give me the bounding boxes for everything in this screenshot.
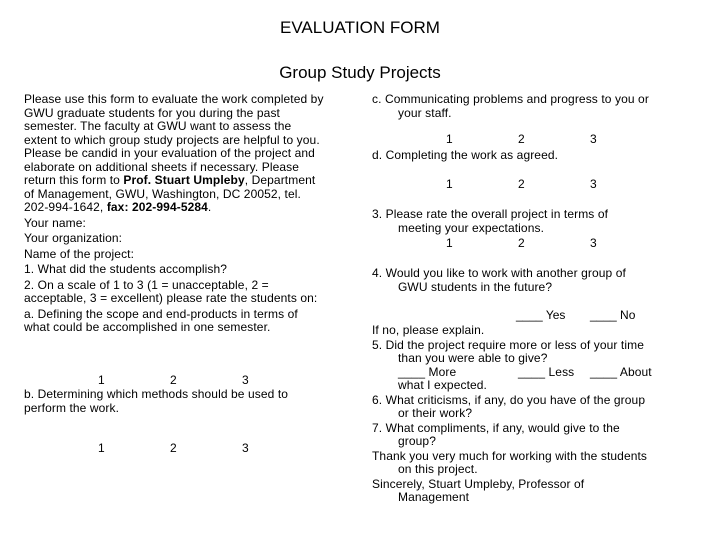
left-column	[24, 93, 354, 335]
question-2b-line: b. Determining which methods should be used to	[24, 387, 289, 401]
question-2b	[24, 388, 354, 415]
question-7-line: group?	[398, 434, 436, 448]
scale-a-2: 2	[170, 373, 177, 387]
intro-line: GWU graduate students for you during the past	[24, 105, 280, 120]
question-4-line: GWU students in the future?	[398, 279, 553, 294]
fax-end: .	[207, 200, 212, 214]
question-2d	[372, 149, 712, 163]
intro-line: semester. The faculty at GWU want to assess the	[24, 119, 292, 133]
question-5-line: than you were able to give?	[398, 351, 548, 365]
scale-a-1: 1	[98, 373, 105, 387]
q5-less-option: ____ Less	[518, 364, 575, 379]
question-6-line: or their work?	[398, 406, 473, 420]
scale-d-3: 3	[590, 177, 597, 191]
form-title: EVALUATION FORM	[280, 18, 440, 37]
intro-line: Please be candid in your evaluation of the project and	[24, 146, 315, 160]
question-5-line: 5. Did the project require more or less of your time	[372, 337, 644, 352]
if-no-explain: If no, please explain.	[372, 323, 485, 337]
question-2d-line: d. Completing the work as agreed.	[372, 148, 559, 162]
right-lower-block	[372, 324, 712, 505]
question-2c-line: your staff.	[398, 105, 452, 120]
scale-b-3: 3	[242, 441, 249, 455]
q4-yes-option: ____ Yes	[516, 308, 566, 322]
your-name-label: Your name:	[24, 215, 86, 230]
address-line	[24, 201, 354, 215]
scale-c-2: 2	[518, 132, 525, 146]
question-2-line: acceptable, 3 = excellent) please rate the students on:	[24, 291, 318, 305]
q5-tail: what I expected.	[398, 378, 487, 392]
thanks-line: on this project.	[398, 462, 478, 476]
signature-line: Sincerely, Stuart Umpleby, Professor of	[372, 476, 585, 491]
scale-a-3: 3	[242, 373, 249, 387]
question-3-line: 3. Please rate the overall project in terms of	[372, 207, 609, 221]
question-2b-line: perform the work.	[24, 400, 120, 415]
scale-b-1: 1	[98, 441, 105, 455]
question-6-line: 6. What criticisms, if any, do you have of the group	[372, 392, 646, 407]
return-name: Prof. Stuart Umpleby	[123, 173, 245, 187]
return-prefix: return this form to	[24, 173, 124, 187]
return-line	[24, 174, 354, 188]
fax-number: fax: 202-994-5284	[106, 200, 208, 214]
intro-line: Please use this form to evaluate the work completed by	[24, 92, 324, 106]
scale-3-1: 1	[446, 236, 453, 250]
scale-3-3: 3	[590, 236, 597, 250]
thanks-line: Thank you very much for working with the students	[372, 448, 648, 463]
scale-c-3: 3	[590, 132, 597, 146]
intro-line: elaborate on additional sheets if necessary. Please	[24, 159, 300, 174]
question-7-line: 7. What compliments, if any, would give to the	[372, 420, 620, 435]
question-3-line: meeting your expectations.	[398, 220, 545, 235]
question-4	[372, 267, 712, 294]
question-1: 1. What did the students accomplish?	[24, 262, 228, 276]
scale-d-1: 1	[446, 177, 453, 191]
q5-options	[372, 366, 712, 380]
address-line: of Management, GWU, Washington, DC 20052, tel.	[24, 186, 301, 201]
question-2a-line: a. Defining the scope and end-products in terms of	[24, 306, 298, 321]
form-subtitle: Group Study Projects	[279, 63, 441, 82]
return-rest: , Department	[244, 173, 316, 187]
phone-text: 202-994-1642,	[24, 200, 107, 214]
q4-no-option: ____ No	[590, 308, 636, 322]
scale-3-2: 2	[518, 236, 525, 250]
q5-about-option: ____ About	[590, 364, 652, 379]
question-4-line: 4. Would you like to work with another group of	[372, 266, 626, 280]
question-2a-line: what could be accomplished in one semester.	[24, 320, 271, 334]
signature-line: Management	[398, 490, 470, 504]
question-2c	[372, 93, 712, 120]
question-2c-line: c. Communicating problems and progress to you or	[372, 92, 649, 106]
scale-b-2: 2	[170, 441, 177, 455]
your-organization-label: Your organization:	[24, 231, 123, 245]
scale-d-2: 2	[518, 177, 525, 191]
project-name-label: Name of the project:	[24, 246, 135, 261]
question-3	[372, 208, 712, 235]
scale-c-1: 1	[446, 132, 453, 146]
question-2-line: 2. On a scale of 1 to 3 (1 = unacceptable, 2 =	[24, 277, 269, 292]
intro-line: extent to which group study projects are helpful to you.	[24, 132, 320, 147]
q5-more-option: ____ More	[398, 364, 457, 379]
